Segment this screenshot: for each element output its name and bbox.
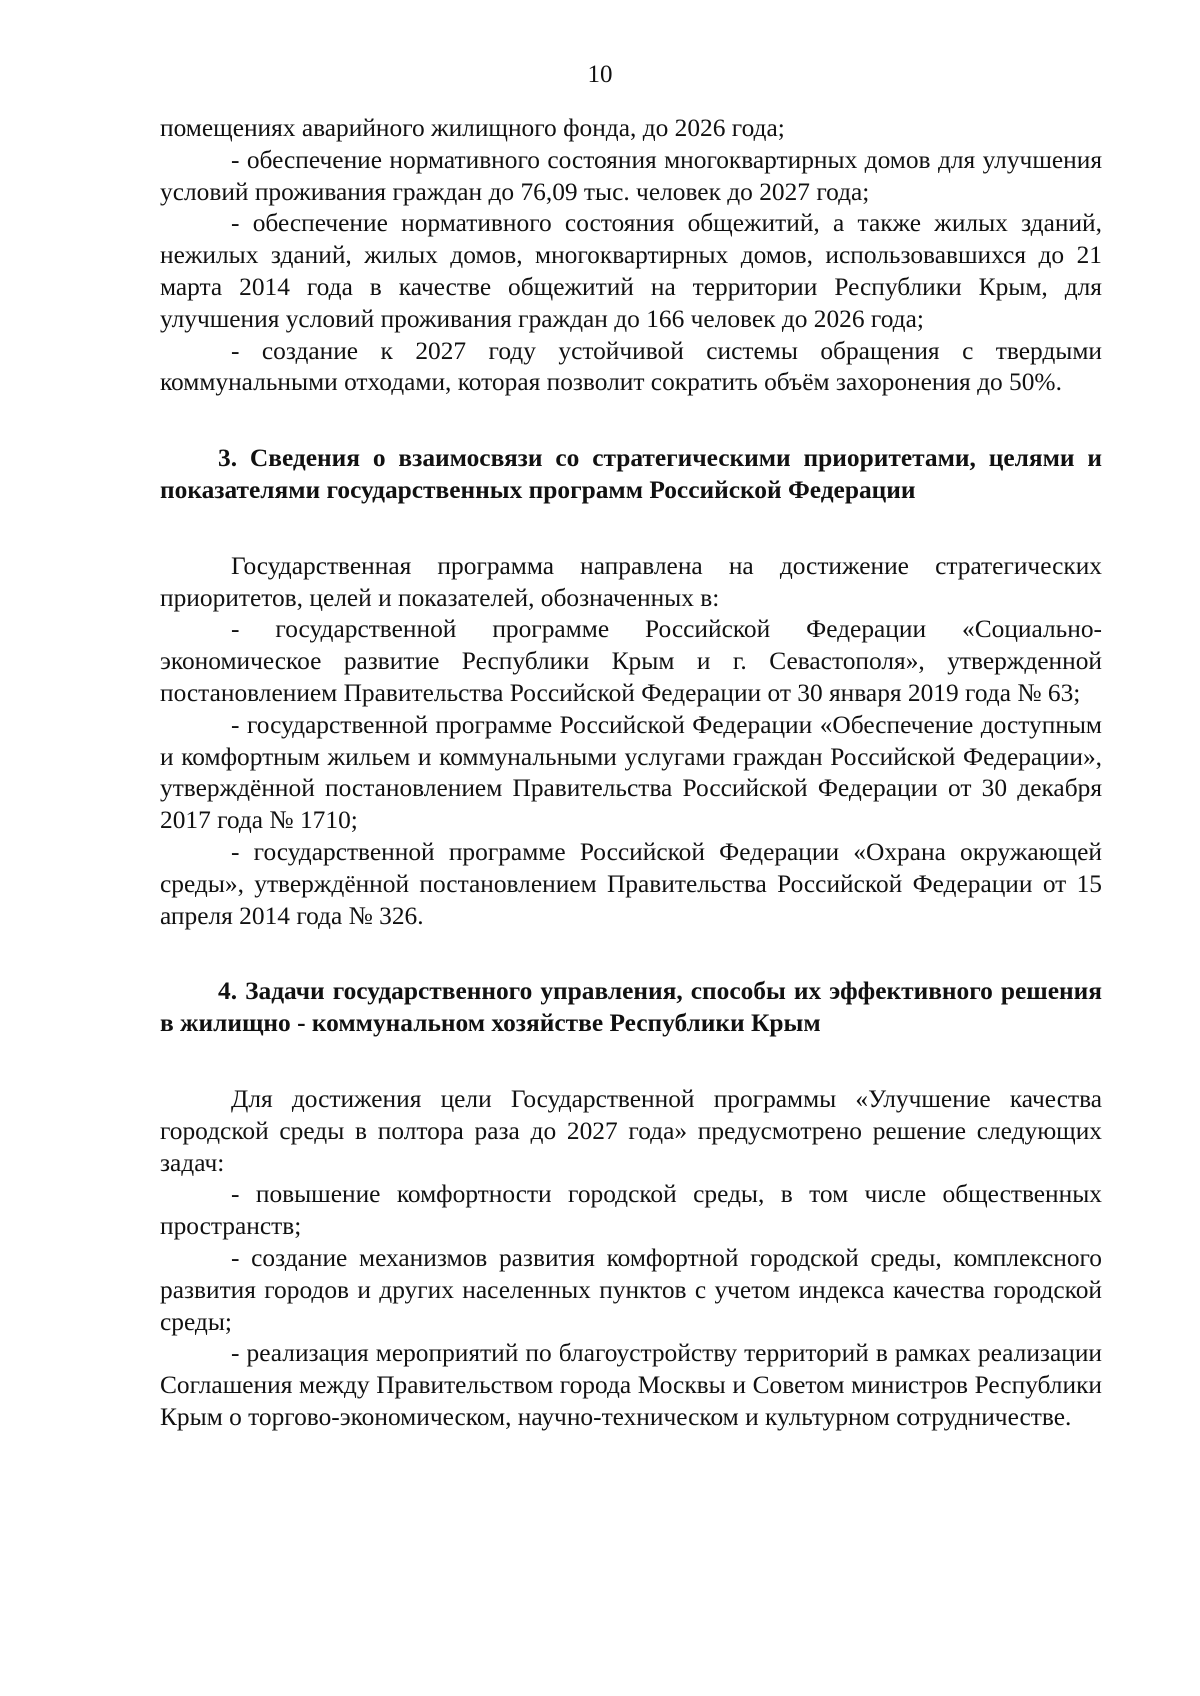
paragraph-continuation: помещениях аварийного жилищного фонда, до 2026 года; (160, 114, 785, 142)
list-item: - государственной программе Российской Федерации «Социально-экономическое развитие Республики Крым и г. Севастополя», утвержденной постановлением Правительства Российской Федерации от 30 января 2019 года № 63; (160, 615, 1102, 707)
list-item: - создание механизмов развития комфортной городской среды, комплексного развития городов и других населенных пунктов с учетом индекса качества городской среды; (160, 1243, 1102, 1336)
list-item: - создание к 2027 году устойчивой системы обращения с твердыми коммунальными отходами, которая позволит сократить объём захоронения до 50%. (160, 336, 1102, 397)
list-item: - обеспечение нормативного состояния многоквартирных домов для улучшения условий проживания граждан до 76,09 тыс. человек до 2027 года; (160, 145, 1102, 206)
document-body (160, 113, 1102, 1434)
list-item: - государственной программе Российской Федерации «Обеспечение доступным и комфортным жильем и коммунальными услугами граждан Российской Федерации», утверждённой постановлением Правительства Российской Федерации от 30 декабря 2017 года № 1710; (160, 710, 1102, 835)
list-item: - государственной программе Российской Федерации «Охрана окружающей среды», утверждённой постановлением Правительства Российской Федерации от 15 апреля 2014 года № 326. (160, 837, 1102, 930)
list-item: - повышение комфортности городской среды, в том числе общественных пространств; (160, 1180, 1102, 1241)
list-item: - реализация мероприятий по благоустройству территорий в рамках реализации Соглашения между Правительством города Москвы и Советом министров Республики Крым о торгово-экономическом, научно-техническом и культурном сотрудничестве. (160, 1339, 1102, 1431)
section-3-intro-paragraph: Государственная программа направлена на достижение стратегических приоритетов, целей и показателей, обозначенных в: (160, 551, 1102, 612)
page-number: 10 (587, 61, 613, 88)
list-item: - обеспечение нормативного состояния общежитий, а также жилых зданий, нежилых зданий, жилых домов, многоквартирных домов, использовавшихся до 21 марта 2014 года в качестве общежитий на территории Республики Крым, для улучшения условий проживания граждан до 166 человек до 2026 года; (160, 209, 1102, 333)
section-3-heading: 3. Сведения о взаимосвязи со стратегическими приоритетами, целями и показателями государственных программ Российской Федерации (160, 444, 1102, 504)
section-4-heading: 4. Задачи государственного управления, способы их эффективного решения в жилищно - коммунальном хозяйстве Республики Крым (160, 977, 1102, 1038)
section-4-intro-paragraph: Для достижения цели Государственной программы «Улучшение качества городской среды в полтора раза до 2027 года» предусмотрено решение следующих задач: (160, 1084, 1102, 1177)
